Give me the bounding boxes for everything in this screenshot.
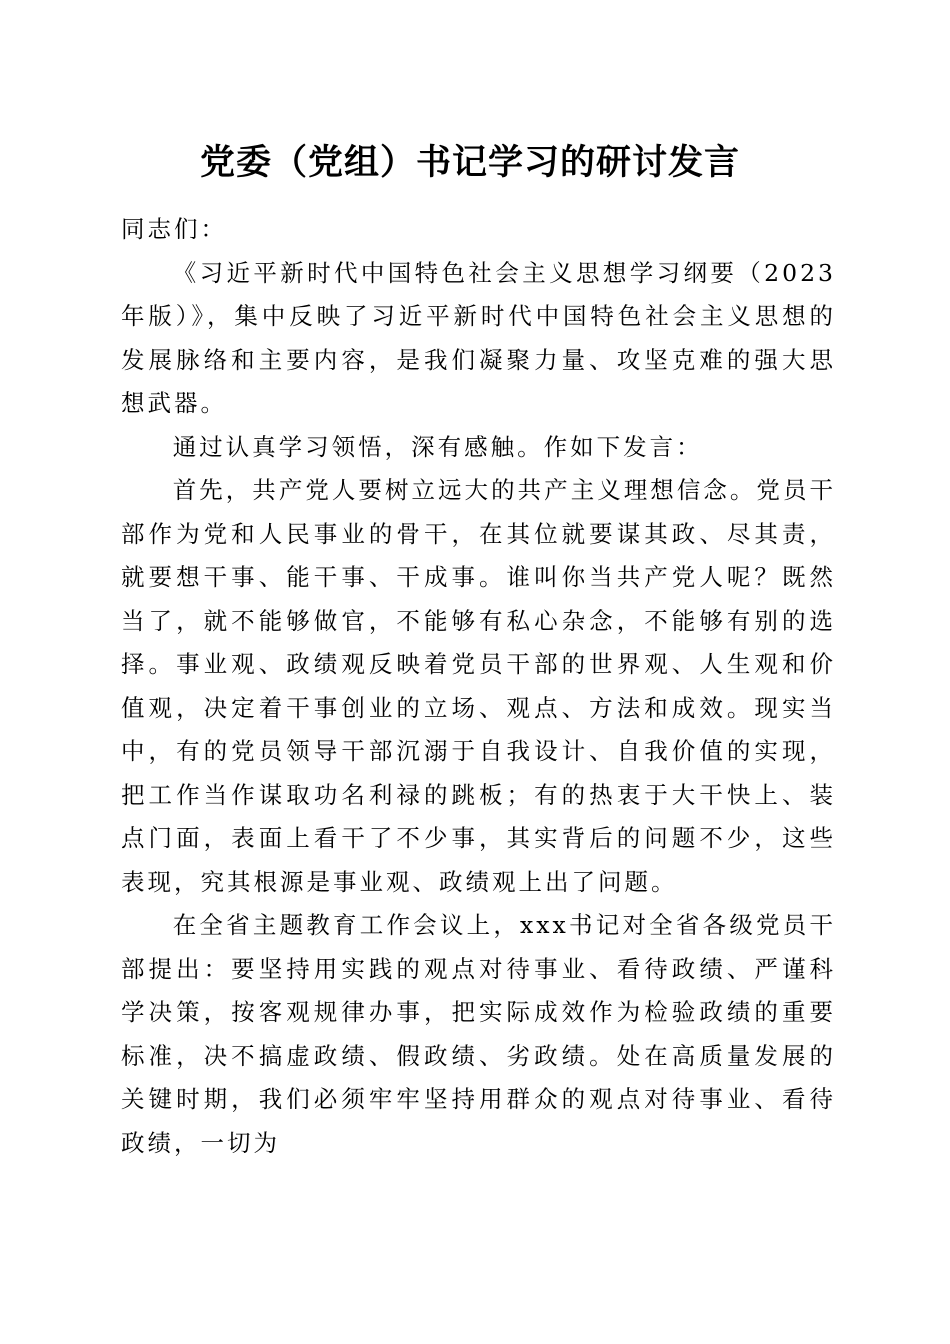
paragraph: 通过认真学习领悟，深有感触。作如下发言： — [172, 432, 703, 461]
paragraph: 在全省主题教育工作会议上，xxx书记对全省各级党员干部提出：要坚持用实践的观点对待事业、看待政绩、严谨科学决策，按客观规律办事，把实际成效作为检验政绩的重要标准，决不搞虚政绩、假政绩、劣政绩。处在高质量发展的关键时期，我们必须牢牢坚持用群众的观点对待事业、看待政绩，一切为 — [121, 911, 836, 1157]
salutation: 同志们： — [121, 215, 227, 243]
paragraph: 《习近平新时代中国特色社会主义思想学习纲要（2023年版）》，集中反映了习近平新时代中国特色社会主义思想的发展脉络和主要内容，是我们凝聚力量、攻坚克难的强大思想武器。 — [121, 258, 836, 417]
document-body — [121, 208, 836, 1165]
document-title: 党委（党组）书记学习的研讨发言 — [199, 142, 740, 183]
paragraph: 首先，共产党人要树立远大的共产主义理想信念。党员干部作为党和人民事业的骨干，在其位就要谋其政、尽其责，就要想干事、能干事、干成事。谁叫你当共产党人呢？既然当了，就不能够做官，不能够有私心杂念，不能够有别的选择。事业观、政绩观反映着党员干部的世界观、人生观和价值观，决定着干事创业的立场、观点、方法和成效。现实当中，有的党员领导干部沉溺于自我设计、自我价值的实现，把工作当作谋取功名利禄的跳板；有的热衷于大干快上、装点门面，表面上看干了不少事，其实背后的问题不少，这些表现，究其根源是事业观、政绩观上出了问题。 — [121, 476, 836, 896]
